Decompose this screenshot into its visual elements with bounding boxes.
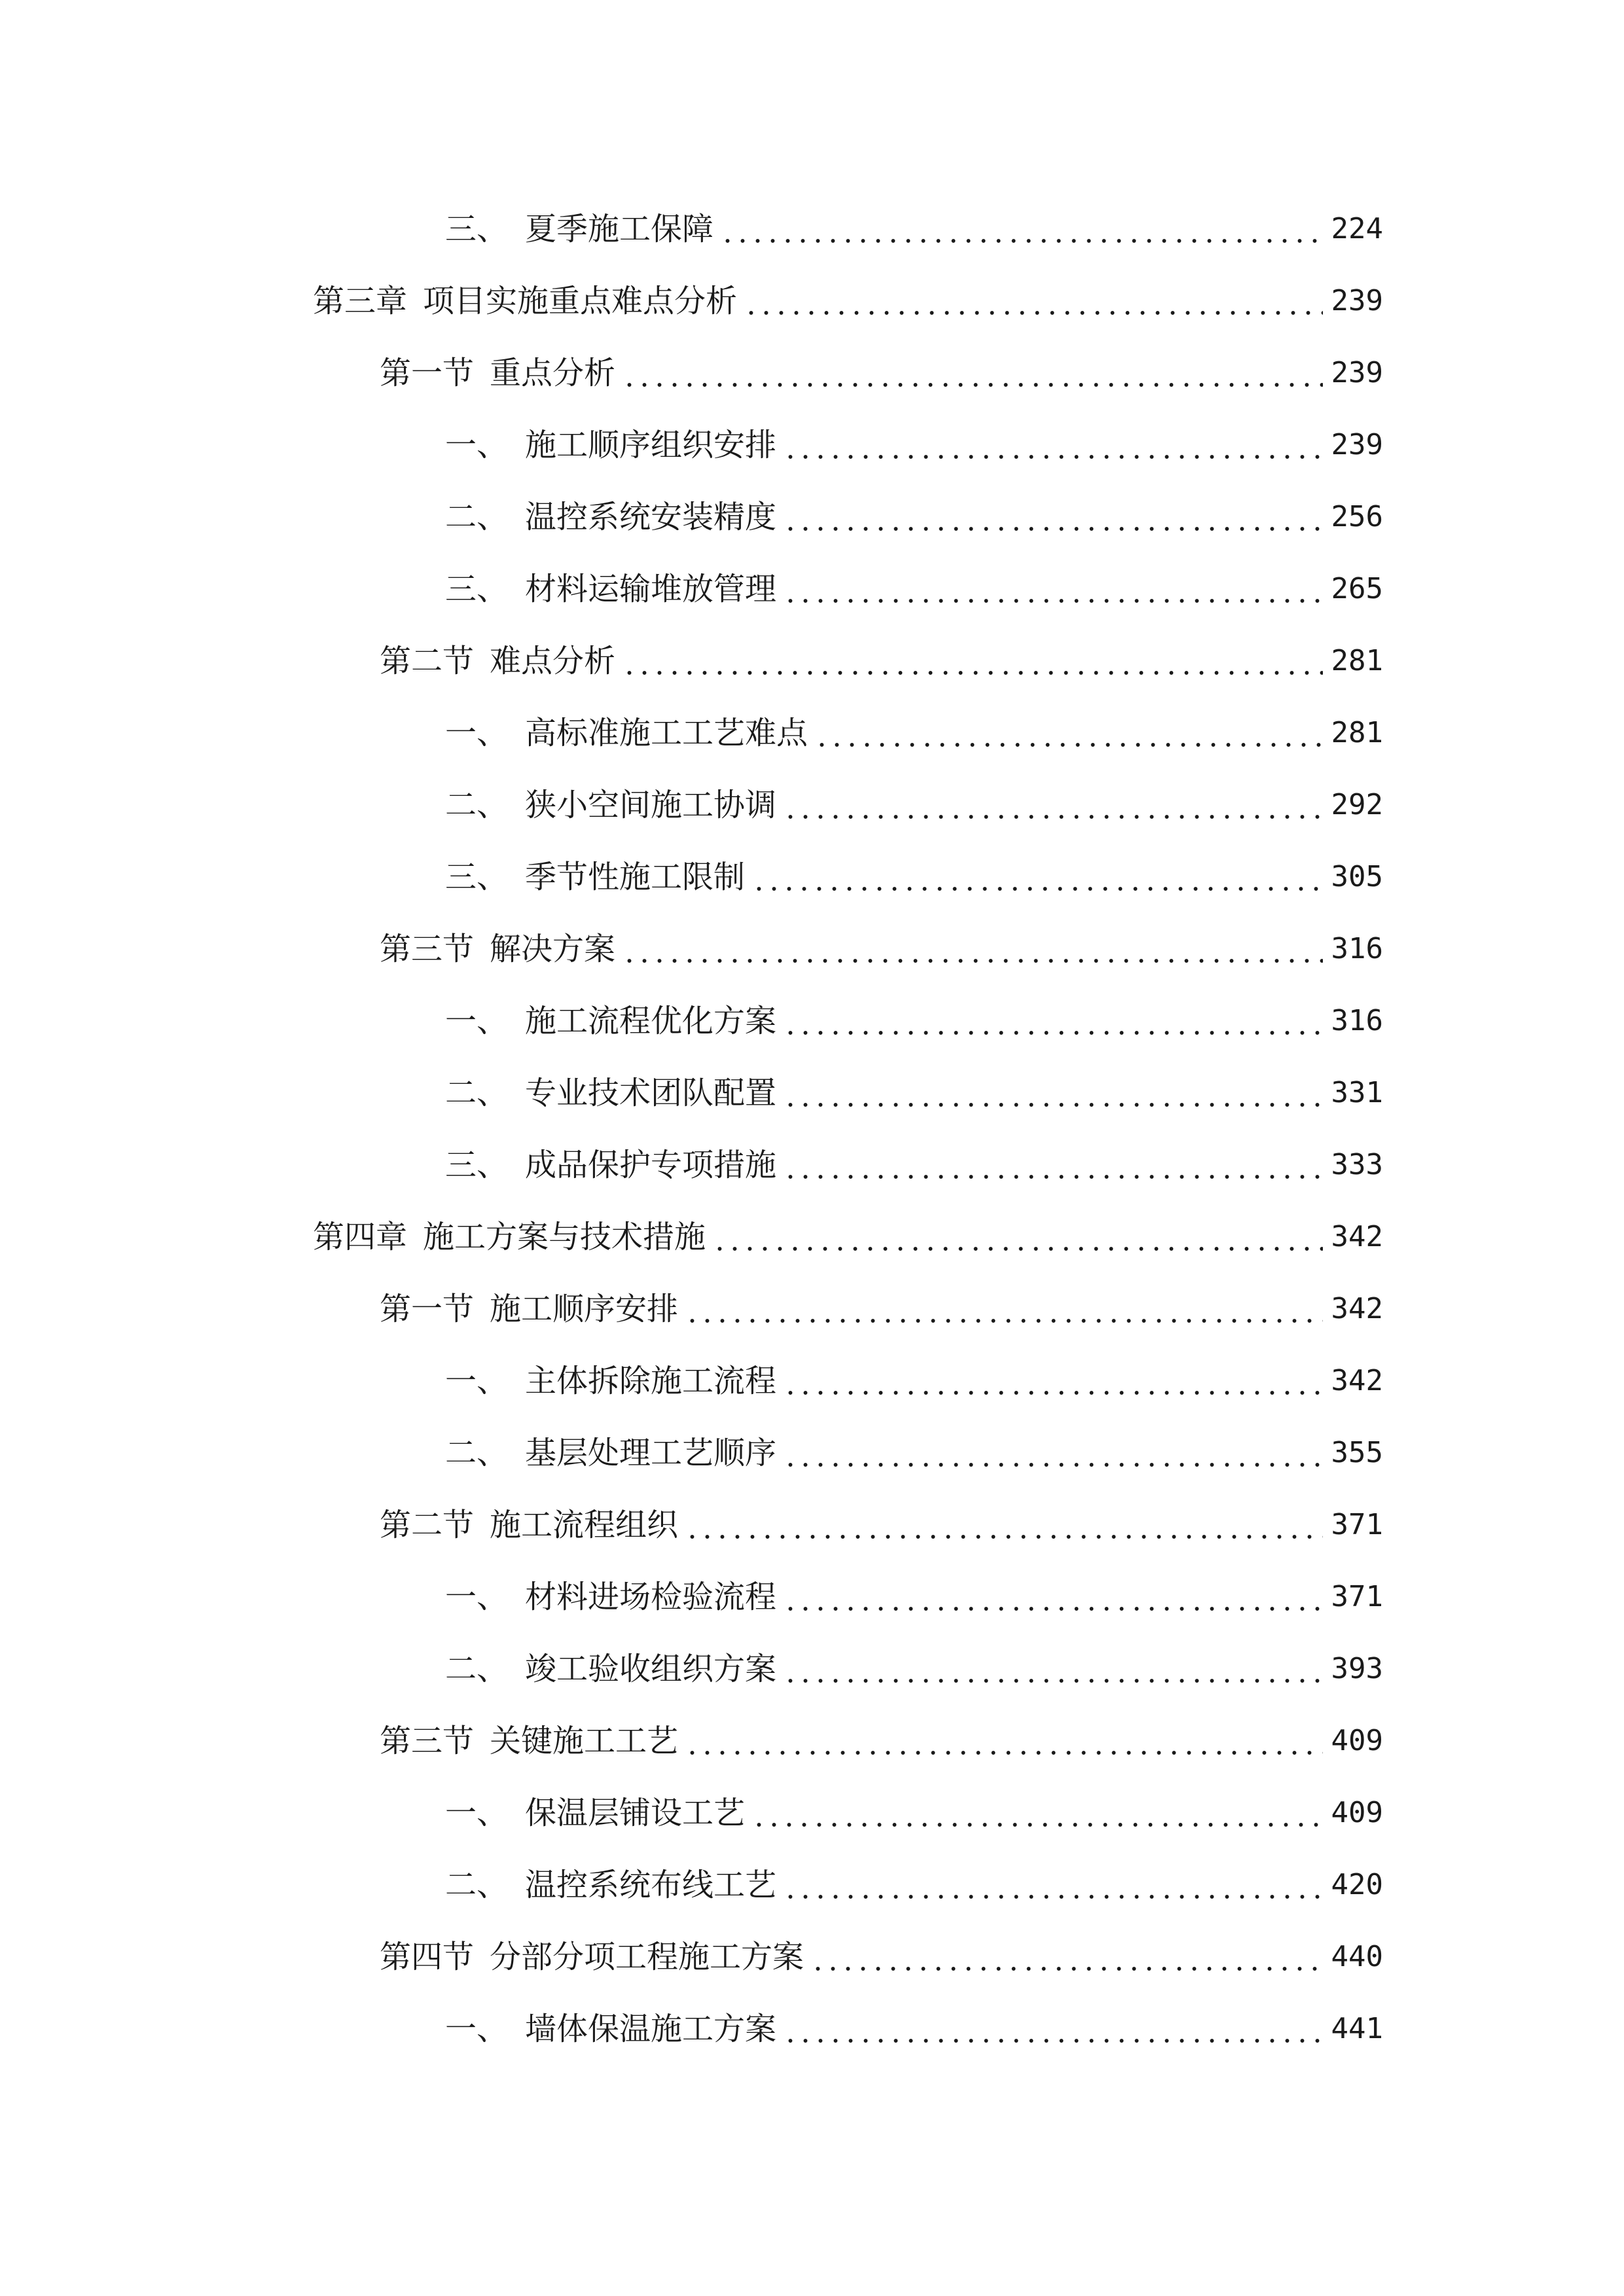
toc-entry-title: 温控系统布线工艺 <box>525 1867 777 1903</box>
dot-leader <box>783 779 1323 831</box>
toc-entry-title: 分部分项工程施工方案 <box>490 1939 804 1975</box>
toc-entry-page: 305 <box>1331 860 1383 893</box>
toc-entry-label <box>445 779 776 831</box>
toc-entry-page: 224 <box>1331 212 1383 245</box>
toc-entry-number: 一、 <box>445 715 509 751</box>
toc-entry-label <box>380 923 615 975</box>
toc-entry-title: 狭小空间施工协调 <box>525 787 777 823</box>
toc-entry-title: 夏季施工保障 <box>525 211 714 247</box>
dot-leader <box>685 1499 1323 1551</box>
toc-entry-page: 256 <box>1331 500 1383 533</box>
toc-entry[interactable] <box>445 1859 1624 1911</box>
toc-entry-label <box>445 1571 776 1623</box>
dot-leader <box>810 1931 1323 1983</box>
toc-entry-number: 三、 <box>445 1147 509 1183</box>
toc-entry-title: 施工顺序组织安排 <box>525 427 777 463</box>
toc-entry[interactable] <box>445 995 1624 1047</box>
toc-entry-label <box>380 1499 678 1551</box>
toc-entry-title: 施工方案与技术措施 <box>423 1219 706 1255</box>
toc-entry-title: 项目实施重点难点分析 <box>423 283 738 319</box>
toc-entry[interactable] <box>445 491 1624 543</box>
toc-entry[interactable] <box>445 851 1624 903</box>
toc-entry[interactable] <box>445 1139 1624 1191</box>
dot-leader <box>622 635 1323 687</box>
dot-leader <box>783 419 1323 471</box>
toc-entry-page: 371 <box>1331 1580 1383 1613</box>
dot-leader <box>783 1427 1323 1479</box>
toc-entry-title: 季节性施工限制 <box>525 859 746 895</box>
toc-entry-number: 一、 <box>445 427 509 463</box>
toc-entry-title: 重点分析 <box>490 355 616 391</box>
toc-entry-number: 三、 <box>445 859 509 895</box>
dot-leader <box>685 1283 1323 1335</box>
toc-entry-number: 二、 <box>445 787 509 823</box>
toc-entry-title: 高标准施工工艺难点 <box>525 715 808 751</box>
dot-leader <box>814 707 1323 759</box>
toc-entry-label <box>313 1211 706 1263</box>
dot-leader <box>783 1355 1323 1407</box>
toc-entry-page: 342 <box>1331 1364 1383 1397</box>
toc-entry-label <box>445 1355 776 1407</box>
toc-entry-label <box>445 2003 776 2055</box>
toc-entry-number: 一、 <box>445 1363 509 1399</box>
toc-entry[interactable] <box>380 1931 1624 1983</box>
dot-leader <box>783 2003 1323 2055</box>
toc-entry-page: 420 <box>1331 1868 1383 1901</box>
toc-entry-number: 一、 <box>445 1579 509 1615</box>
toc-entry[interactable] <box>445 707 1624 759</box>
toc-entry-label <box>313 275 737 327</box>
toc-entry-page: 316 <box>1331 1004 1383 1037</box>
toc-entry-label <box>445 491 776 543</box>
toc-entry-number: 第四章 <box>313 1219 408 1255</box>
dot-leader <box>744 275 1323 327</box>
toc-entry-title: 墙体保温施工方案 <box>525 2011 777 2047</box>
toc-entry-page: 239 <box>1331 284 1383 317</box>
toc-entry-title: 温控系统安装精度 <box>525 499 777 535</box>
toc-entry-page: 342 <box>1331 1220 1383 1253</box>
toc-entry-number: 二、 <box>445 499 509 535</box>
toc-entry-number: 第三章 <box>313 283 408 319</box>
toc-entry-title: 保温层铺设工艺 <box>525 1795 746 1831</box>
toc-entry[interactable] <box>445 1571 1624 1623</box>
toc-entry[interactable] <box>313 1211 1624 1263</box>
toc-entry-page: 440 <box>1331 1940 1383 1973</box>
toc-entry-page: 281 <box>1331 716 1383 749</box>
toc-entry-number: 一、 <box>445 2011 509 2047</box>
dot-leader <box>720 203 1323 255</box>
toc-entry[interactable] <box>380 1283 1624 1335</box>
dot-leader <box>712 1211 1323 1263</box>
toc-entry[interactable] <box>445 419 1624 471</box>
toc-entry-page: 281 <box>1331 644 1383 677</box>
toc-entry-page: 441 <box>1331 2012 1383 2045</box>
toc-entry-title: 专业技术团队配置 <box>525 1075 777 1111</box>
toc-entry[interactable] <box>380 923 1624 975</box>
toc-entry-page: 239 <box>1331 356 1383 389</box>
toc-entry[interactable] <box>445 1787 1624 1839</box>
toc-entry-title: 施工流程优化方案 <box>525 1003 777 1039</box>
toc-entry-page: 409 <box>1331 1796 1383 1829</box>
toc-entry-number: 第一节 <box>380 355 475 391</box>
toc-entry-title: 基层处理工艺顺序 <box>525 1435 777 1471</box>
toc-entry-number: 二、 <box>445 1651 509 1687</box>
toc-entry[interactable] <box>445 1067 1624 1119</box>
toc-entry-title: 主体拆除施工流程 <box>525 1363 777 1399</box>
toc-entry-label <box>445 1643 776 1695</box>
toc-entry-page: 393 <box>1331 1652 1383 1685</box>
toc-entry[interactable] <box>445 1427 1624 1479</box>
toc-entry-number: 第一节 <box>380 1291 475 1327</box>
dot-leader <box>783 1859 1323 1911</box>
toc-entry-label <box>380 1715 678 1767</box>
dot-leader <box>783 563 1323 615</box>
dot-leader <box>783 1571 1323 1623</box>
toc-entry-number: 一、 <box>445 1003 509 1039</box>
toc-entry[interactable] <box>445 203 1624 255</box>
toc-entry-page: 333 <box>1331 1148 1383 1181</box>
toc-entry-label <box>445 1787 745 1839</box>
toc-entry-number: 一、 <box>445 1795 509 1831</box>
toc-entry-title: 成品保护专项措施 <box>525 1147 777 1183</box>
toc-entry-label <box>445 203 713 255</box>
toc-entry-title: 竣工验收组织方案 <box>525 1651 777 1687</box>
toc-entry[interactable] <box>380 347 1624 399</box>
dot-leader <box>622 347 1323 399</box>
dot-leader <box>783 995 1323 1047</box>
toc-entry-page: 342 <box>1331 1292 1383 1325</box>
toc-entry-number: 二、 <box>445 1435 509 1471</box>
toc-entry-page: 371 <box>1331 1508 1383 1541</box>
toc-entry[interactable] <box>313 275 1624 327</box>
dot-leader <box>783 491 1323 543</box>
toc-entry-title: 施工顺序安排 <box>490 1291 679 1327</box>
toc-entry-page: 265 <box>1331 572 1383 605</box>
toc-entry-label <box>445 995 776 1047</box>
toc-entry-label <box>380 1283 678 1335</box>
toc-entry-label <box>380 347 615 399</box>
toc-entry-title: 关键施工工艺 <box>490 1723 679 1759</box>
toc-entry[interactable] <box>445 1355 1624 1407</box>
dot-leader <box>783 1139 1323 1191</box>
toc-entry-label <box>445 851 745 903</box>
toc-entry-number: 第四节 <box>380 1939 475 1975</box>
dot-leader <box>783 1067 1323 1119</box>
toc-entry-number: 第三节 <box>380 1723 475 1759</box>
dot-leader <box>783 1643 1323 1695</box>
toc-entry-title: 材料运输堆放管理 <box>525 571 777 607</box>
toc-entry-label <box>445 419 776 471</box>
toc-entry-page: 355 <box>1331 1436 1383 1469</box>
toc-entry-label <box>445 563 776 615</box>
toc-entry-page: 331 <box>1331 1076 1383 1109</box>
toc-entry-page: 239 <box>1331 428 1383 461</box>
dot-leader <box>751 1787 1323 1839</box>
toc-entry-title: 施工流程组织 <box>490 1507 679 1543</box>
toc-entry-number: 第二节 <box>380 643 475 679</box>
toc-entry-label <box>445 1859 776 1911</box>
dot-leader <box>622 923 1323 975</box>
toc-entry-number: 二、 <box>445 1867 509 1903</box>
toc-entry-label <box>445 1067 776 1119</box>
toc-entry[interactable] <box>445 563 1624 615</box>
toc-entry[interactable] <box>445 1643 1624 1695</box>
toc-entry-title: 难点分析 <box>490 643 616 679</box>
toc-entry[interactable] <box>380 1499 1624 1551</box>
toc-entry-number: 三、 <box>445 211 509 247</box>
toc-entry[interactable] <box>380 1715 1624 1767</box>
toc-entry-label <box>445 1427 776 1479</box>
toc-entry-label <box>445 1139 776 1191</box>
toc-entry[interactable] <box>445 2003 1624 2055</box>
toc-entry[interactable] <box>380 635 1624 687</box>
toc-entry-page: 409 <box>1331 1724 1383 1757</box>
toc-entry-number: 第三节 <box>380 931 475 967</box>
toc-entry-label <box>380 635 615 687</box>
toc-entry-number: 二、 <box>445 1075 509 1111</box>
toc-entry-number: 第二节 <box>380 1507 475 1543</box>
toc-entry-number: 三、 <box>445 571 509 607</box>
toc-entry[interactable] <box>445 779 1624 831</box>
toc-entry-title: 解决方案 <box>490 931 616 967</box>
toc-entry-page: 292 <box>1331 788 1383 821</box>
toc-entry-label <box>445 707 808 759</box>
dot-leader <box>685 1715 1323 1767</box>
toc-entry-label <box>380 1931 804 1983</box>
dot-leader <box>751 851 1323 903</box>
toc-entry-title: 材料进场检验流程 <box>525 1579 777 1615</box>
toc-entry-page: 316 <box>1331 932 1383 965</box>
